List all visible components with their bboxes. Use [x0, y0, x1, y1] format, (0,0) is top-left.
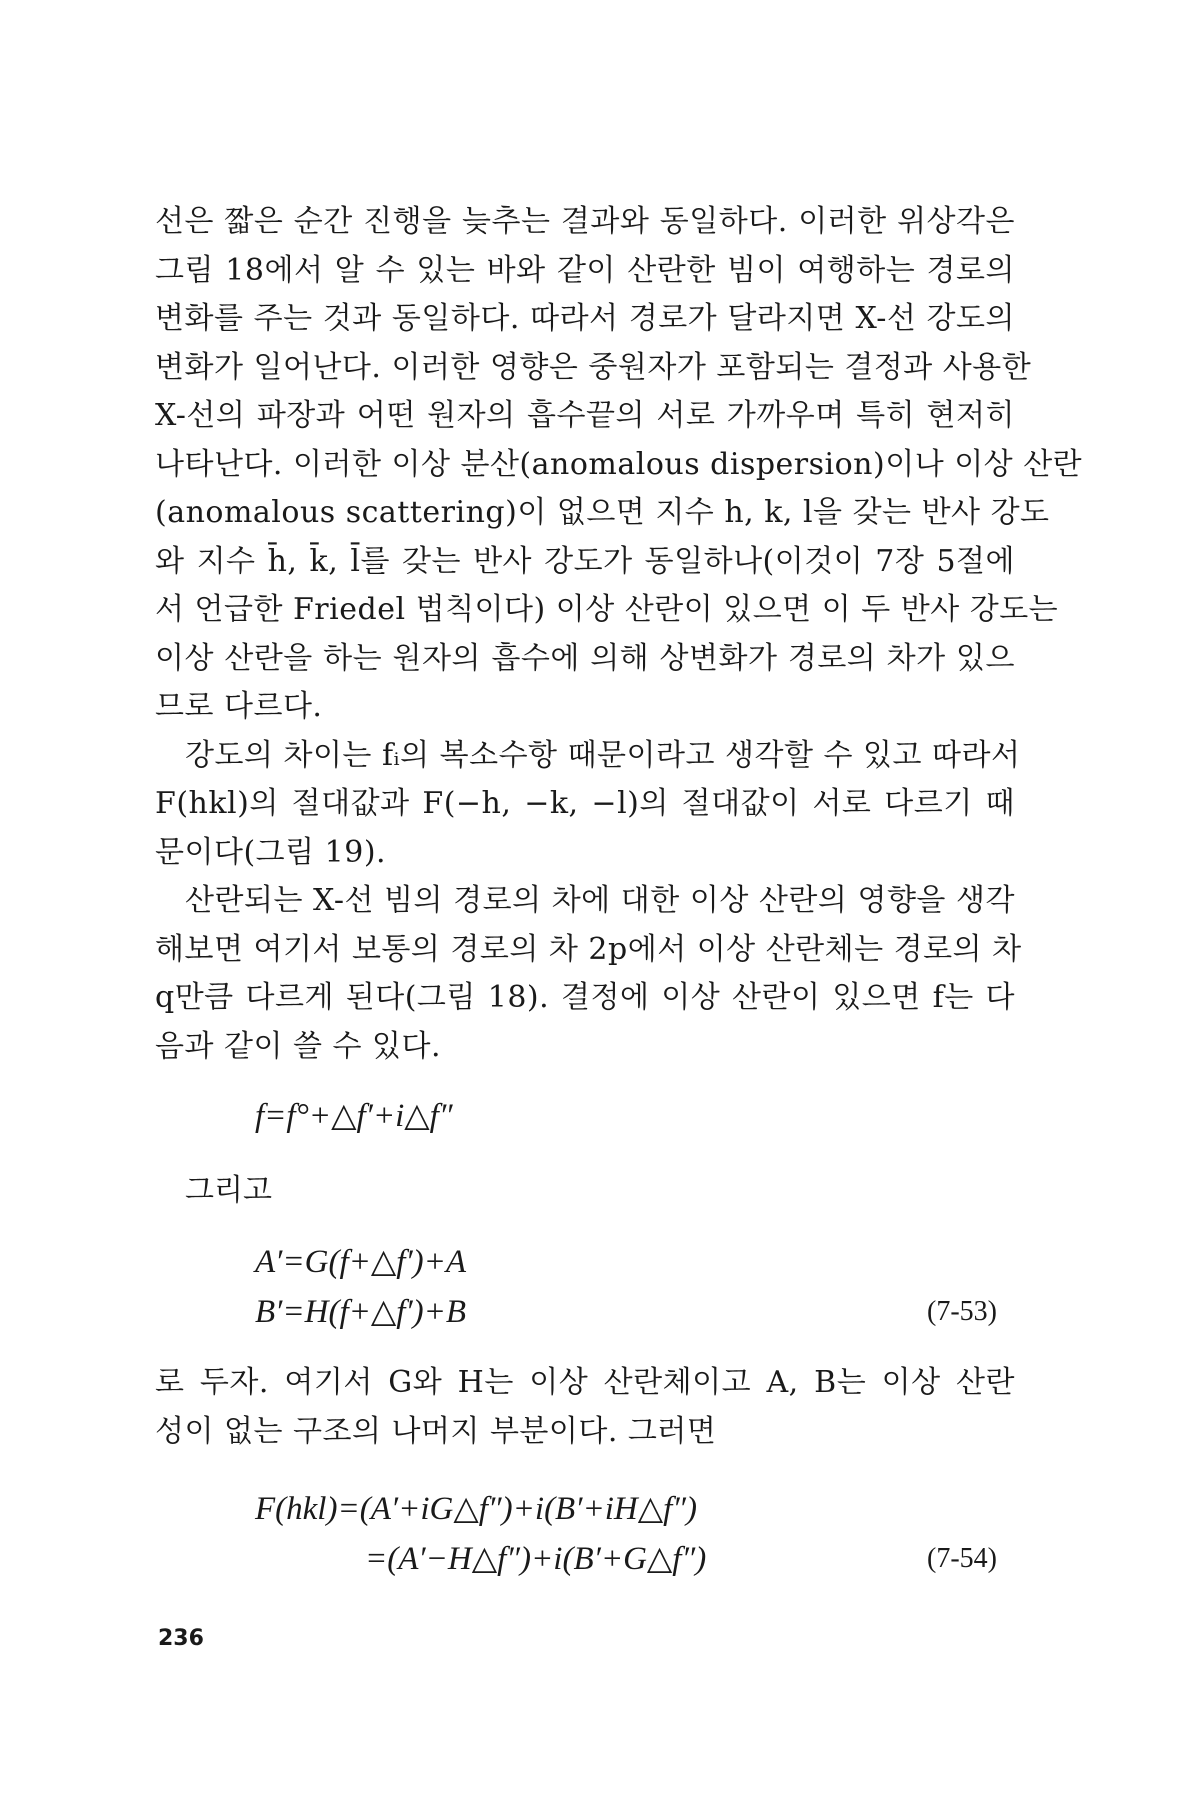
equation-number: (7-54) [927, 1543, 997, 1574]
formula-text: A′=G(f+△f′)+A [255, 1244, 467, 1280]
text-line: 와 지수 h̄, k̄, l̄를 갖는 반사 강도가 동일하나(이것이 7장 5절에 [155, 543, 1015, 579]
text-line: q만큼 다르게 된다(그림 18). 결정에 이상 산란이 있으면 f는 다 [155, 980, 1015, 1015]
text-line: 산란되는 X-선 빔의 경로의 차에 대한 이상 산란의 영향을 생각 [185, 883, 1015, 918]
text-line: 변화를 주는 것과 동일하다. 따라서 경로가 달라지면 X-선 강도의 [155, 301, 1015, 336]
text-line: 그리고 [185, 1173, 272, 1208]
text-line: 강도의 차이는 fᵢ의 복소수항 때문이라고 생각할 수 있고 따라서 [185, 737, 1021, 773]
body-text [155, 198, 1083, 1584]
formula-text: F(hkl)=(A′+iG△f″)+i(B′+iH△f″) [255, 1491, 697, 1527]
equation-scattering-factor [155, 1091, 1015, 1141]
formula-text: B′=H(f+△f′)+B [255, 1294, 467, 1330]
text-line: 나타난다. 이러한 이상 분산(anomalous dispersion)이나 이상 산란 [155, 446, 1083, 482]
page-number: 236 [158, 1626, 204, 1651]
text-line: 그림 18에서 알 수 있는 바와 같이 산란한 빔이 여행하는 경로의 [155, 252, 1015, 288]
equation-number: (7-53) [927, 1296, 997, 1327]
text-line: 이상 산란을 하는 원자의 흡수에 의해 상변화가 경로의 차가 있으 [155, 640, 1015, 676]
text-line: (anomalous scattering)이 없으면 지수 h, k, l을 갖는 반사 강도 [155, 495, 1050, 530]
text-line: 변화가 일어난다. 이러한 영향은 중원자가 포함되는 결정과 사용한 [155, 349, 1032, 385]
equation-structure-factor-continued [155, 1534, 1015, 1584]
text-line: 음과 같이 쓸 수 있다. [155, 1028, 442, 1064]
equation-a-prime [155, 1237, 1015, 1287]
text-line: 므로 다르다. [155, 689, 323, 724]
text-line: 해보면 여기서 보통의 경로의 차 2p에서 이상 산란체는 경로의 차 [155, 931, 1022, 967]
text-line: 선은 짧은 순간 진행을 늦추는 결과와 동일하다. 이러한 위상각은 [155, 204, 1015, 239]
equation-structure-factor [155, 1484, 1015, 1534]
text-line: 로 두자. 여기서 G와 H는 이상 산란체이고 A, B는 이상 산란 [155, 1365, 1015, 1400]
equation-b-prime [155, 1287, 1015, 1337]
text-line: 성이 없는 구조의 나머지 부분이다. 그러면 [155, 1413, 717, 1449]
text-line: 서 언급한 Friedel 법칙이다) 이상 산란이 있으면 이 두 반사 강도는 [155, 592, 1059, 627]
text-line: F(hkl)의 절대값과 F(−h, −k, −l)의 절대값이 서로 다르기 때 [155, 786, 1015, 821]
text-line: 문이다(그림 19). [155, 834, 387, 870]
formula-text: f=f°+△f′+i△f″ [255, 1098, 453, 1134]
text-line: X-선의 파장과 어떤 원자의 흡수끝의 서로 가까우며 특히 현저히 [155, 398, 1015, 433]
formula-text: =(A′−H△f″)+i(B′+G△f″) [365, 1541, 707, 1577]
paragraph [155, 1359, 1015, 1456]
